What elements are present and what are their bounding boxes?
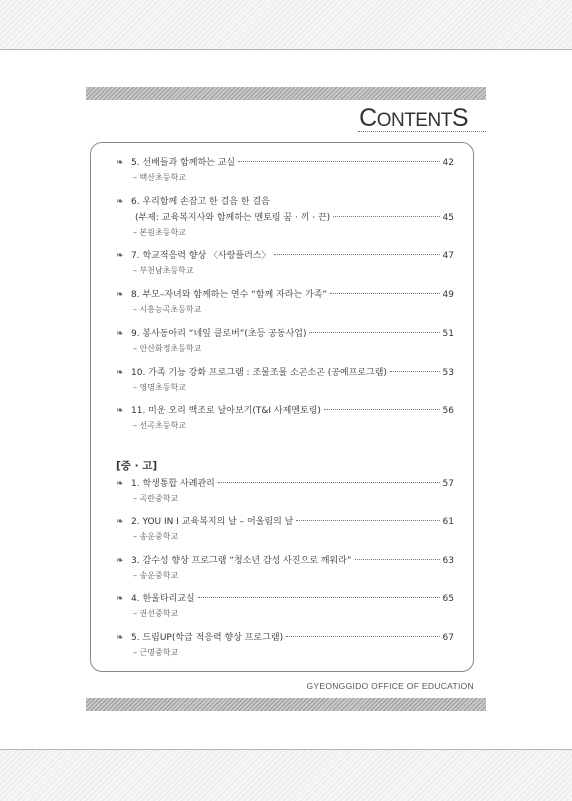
toc-entry[interactable]: ❧ 5. 선배들과 함께하는 교실 42 – 백산초등학교 <box>116 158 454 182</box>
leaf-arrow-icon: ❧ <box>116 479 122 489</box>
page-number: 42 <box>442 158 454 168</box>
page-number: 63 <box>442 556 454 566</box>
page-number: 57 <box>442 479 454 489</box>
leaf-arrow-icon: ❧ <box>116 290 122 300</box>
toc-entry[interactable]: ❧ 4. 한울타리교실 65 – 권선중학교 <box>116 594 454 618</box>
school-name: – 본원초등학교 <box>133 228 186 237</box>
school-name: – 권선중학교 <box>133 609 179 618</box>
school-name: – 시흥능곡초등학교 <box>133 305 202 314</box>
page-number: 49 <box>442 290 454 300</box>
page-number: 67 <box>442 633 454 643</box>
school-name: – 부천남초등학교 <box>133 266 194 275</box>
leaf-arrow-icon: ❧ <box>116 556 122 566</box>
page-number: 45 <box>442 213 454 223</box>
toc-entry[interactable]: ❧ 3. 감수성 향상 프로그램 “청소년 감성 사진으로 깨워라” 63 – 송운중학교 <box>116 556 454 580</box>
leaf-arrow-icon: ❧ <box>116 329 122 339</box>
toc-entry[interactable]: ❧ 1. 학생통합 사례관리 57 – 곡란중학교 <box>116 479 454 503</box>
school-name: – 곡란중학교 <box>133 494 179 503</box>
leaf-arrow-icon: ❧ <box>116 251 122 261</box>
toc-entry[interactable]: ❧ 6. 우리함께 손잡고 한 걸음 한 걸음 (부제: 교육복지사와 함께하는 멘토링 꿈 · 끼 · 끈) 45 – 본원초등학교 <box>116 197 454 237</box>
leaf-arrow-icon: ❧ <box>116 158 122 168</box>
toc-entry[interactable]: ❧ 7. 학교적응력 향상 〈사랑플러스〉 47 – 부천남초등학교 <box>116 251 454 275</box>
title-underline <box>358 131 486 132</box>
toc-entry[interactable]: ❧ 5. 드림UP(학급 적응력 향상 프로그램) 67 – 근명중학교 <box>116 633 454 657</box>
school-name: – 선곡초등학교 <box>133 421 186 430</box>
toc-entry[interactable]: ❧ 8. 부모–자녀와 함께하는 연수 “함께 자라는 가족” 49 – 시흥능곡초등학교 <box>116 290 454 314</box>
toc-entry[interactable]: ❧ 9. 봉사동아리 “네잎 클로버”(초등 공동사업) 51 – 안산화정초등학교 <box>116 329 454 353</box>
leaf-arrow-icon: ❧ <box>116 406 122 416</box>
page-number: 53 <box>442 368 454 378</box>
school-name: – 송운중학교 <box>133 571 179 580</box>
page-number: 65 <box>442 594 454 604</box>
school-name: – 백산초등학교 <box>133 173 186 182</box>
page-number: 51 <box>442 329 454 339</box>
leaf-arrow-icon: ❧ <box>116 197 122 207</box>
page-number: 61 <box>442 517 454 527</box>
school-name: – 근명중학교 <box>133 648 179 657</box>
page-title: CONTENTS <box>359 104 468 132</box>
leaf-arrow-icon: ❧ <box>116 368 122 378</box>
bottom-background-band <box>0 749 572 801</box>
footer-stripe <box>86 698 486 711</box>
top-background-band <box>0 0 572 50</box>
publisher-label: GYEONGGIDO OFFICE OF EDUCATION <box>306 681 474 691</box>
header-stripe <box>86 87 486 100</box>
school-name: – 안산화정초등학교 <box>133 344 202 353</box>
leaf-arrow-icon: ❧ <box>116 633 122 643</box>
toc-entry[interactable]: ❧ 2. YOU IN I 교육복지의 날 – 어울림의 날 61 – 송운중학교 <box>116 517 454 541</box>
school-name: – 영명초등학교 <box>133 383 186 392</box>
page-number: 47 <box>442 251 454 261</box>
leaf-arrow-icon: ❧ <box>116 594 122 604</box>
toc-entry[interactable]: ❧ 10. 가족 기능 강화 프로그램 : 조물조물 소곤소곤 (공예프로그램) 53 – 영명초등학교 <box>116 368 454 392</box>
leaf-arrow-icon: ❧ <box>116 517 122 527</box>
toc-entry[interactable]: ❧ 11. 미운 오리 백조로 날아보기(T&I 사제멘토링) 56 – 선곡초등학교 <box>116 406 454 430</box>
section-heading: [중 · 고] <box>116 460 158 472</box>
school-name: – 송운중학교 <box>133 532 179 541</box>
page-number: 56 <box>442 406 454 416</box>
